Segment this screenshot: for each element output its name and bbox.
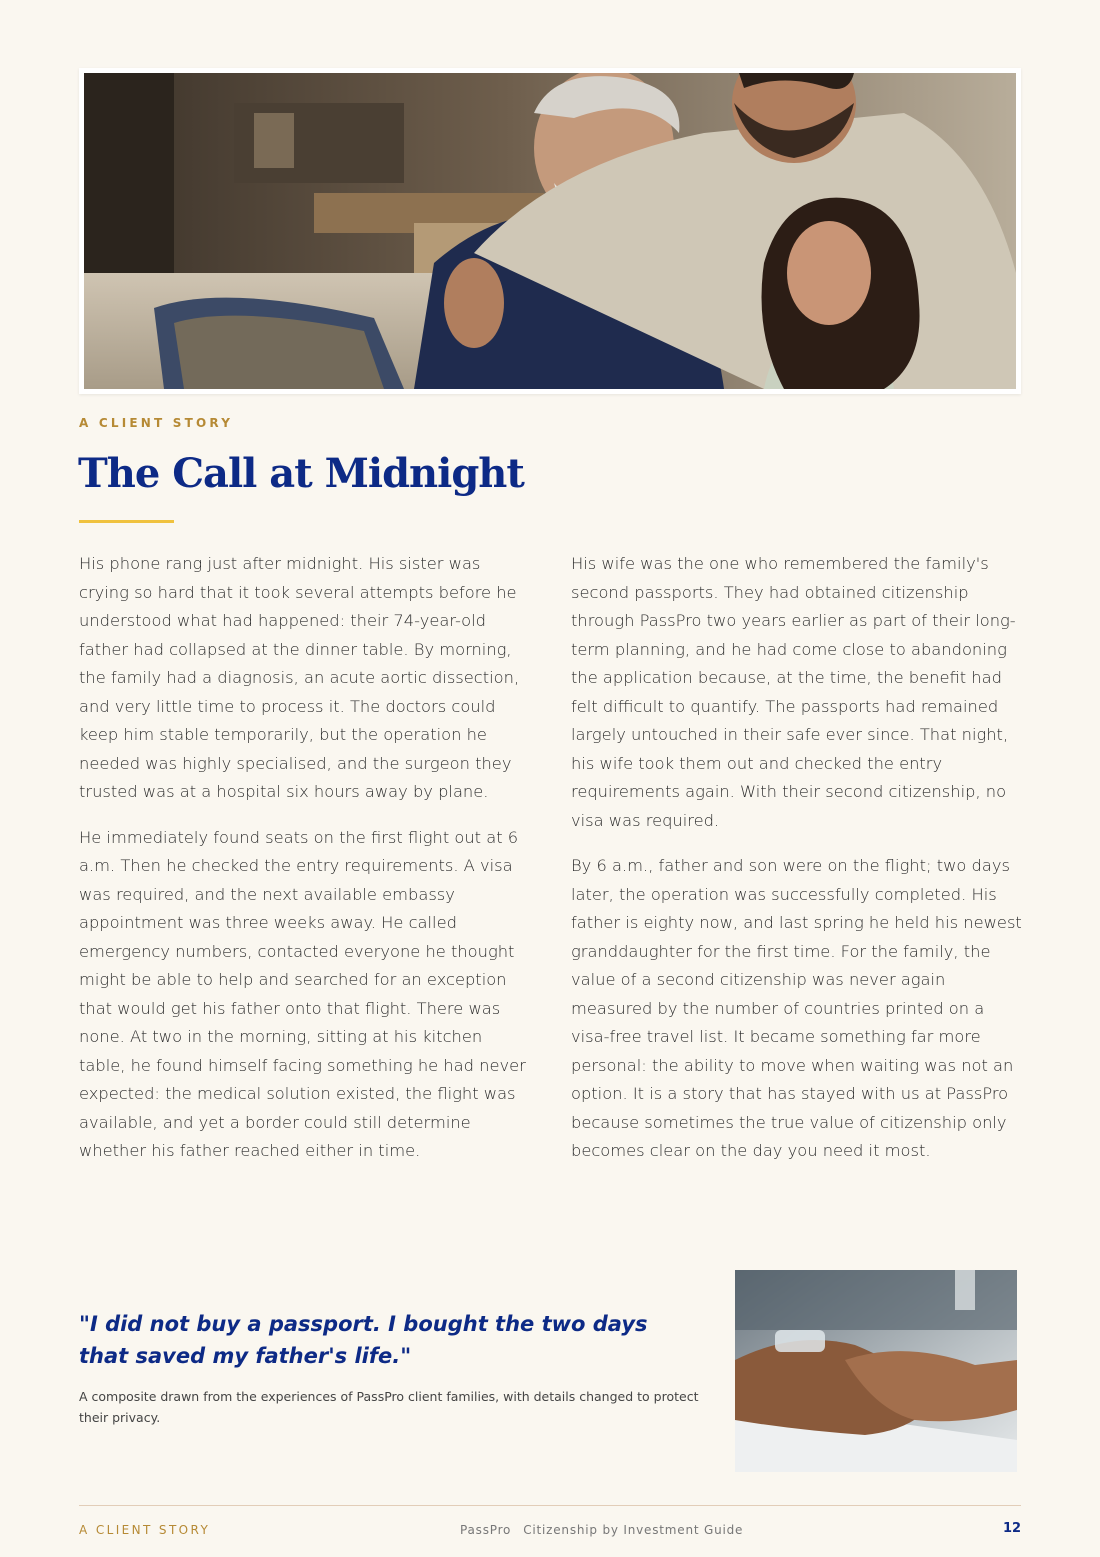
footer-guide-title: [460, 1523, 743, 1537]
footer-section-label: A CLIENT STORY: [79, 1523, 211, 1537]
page-number: 12: [1003, 1521, 1022, 1536]
footer-guide: Citizenship by Investment Guide: [523, 1523, 744, 1537]
body-paragraph: His wife was the one who remembered the family's second passports. They had obtained citizenship through PassPro two years earlier as part of their long-term planning, and he had come close to abandoning the application because, at the time, the benefit had felt difficult to quantify. The passports had remained largely untouched in their safe ever since. That night, his wife took them out and checked the entry requirements again. With their second citizenship, no visa was required.: [571, 554, 1016, 830]
title-underline: [79, 520, 174, 523]
footer-divider: [79, 1505, 1021, 1506]
page-title: The Call at Midnight: [78, 450, 524, 497]
body-paragraph: He immediately found seats on the first flight out at 6 a.m. Then he checked the entry requirements. A visa was required, and the next available embassy appointment was three weeks away. He called emergency numbers, contacted everyone he thought might be able to help and searched for an exception that would get his father onto that flight. There was none. At two in the morning, sitting at his kitchen table, he found himself facing something he had never expected: the medical solution existed, the flight was available, and yet a border could still determine whether his father reached either in time.: [79, 827, 526, 1160]
body-column-right: [571, 550, 1023, 1183]
footer-brand: PassPro: [460, 1523, 512, 1537]
family-photo: [84, 73, 1016, 389]
section-kicker: A CLIENT STORY: [79, 416, 234, 430]
hero-image-frame: [79, 68, 1021, 394]
body-column-left: [79, 550, 531, 1183]
quote-disclaimer: A composite drawn from the experiences of PassPro client families, with details changed to protect their privacy.: [79, 1389, 699, 1425]
body-paragraph: His phone rang just after midnight. His sister was crying so hard that it took several attempts before he understood what had happened: their 74-year-old father had collapsed at the dinner table. By morning, the family had a diagnosis, an acute aortic dissection, and very little time to process it. The doctors could keep him stable temporarily, but the operation he needed was highly specialised, and the surgeon they trusted was at a hospital six hours away by plane.: [79, 554, 520, 801]
pull-quote: "I did not buy a passport. I bought the two days that saved my father's life.": [79, 1312, 648, 1368]
holding-hands-photo: [735, 1270, 1017, 1472]
inset-image: [735, 1270, 1017, 1472]
body-paragraph: By 6 a.m., father and son were on the flight; two days later, the operation was successfully completed. His father is eighty now, and last spring he held his newest granddaughter for the first time. For the family, the value of a second citizenship was never again measured by the number of countries printed on a visa-free travel list. It became something far more personal: the ability to move when waiting was not an option. It is a story that has stayed with us at PassPro because sometimes the true value of citizenship only becomes clear on the day you need it most.: [571, 856, 1022, 1160]
